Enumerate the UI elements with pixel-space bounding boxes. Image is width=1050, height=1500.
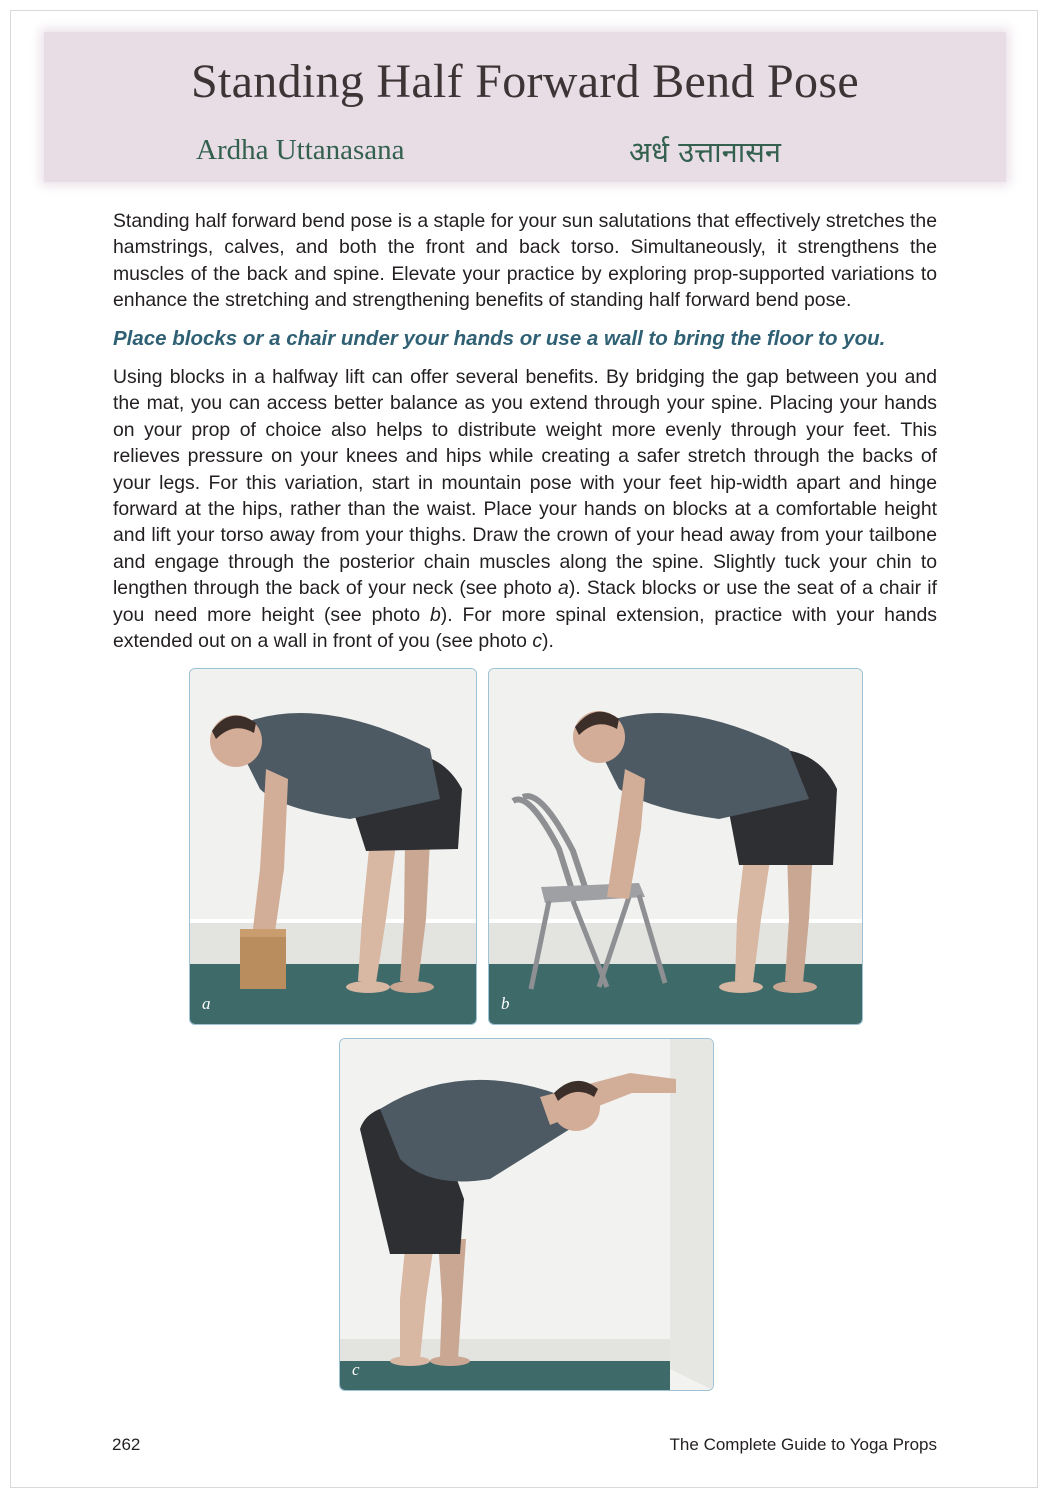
title-banner bbox=[44, 32, 1006, 182]
body-text-3: ). For more spinal extension, practice with your hands extended out on a wall in front of you (see photo bbox=[113, 603, 938, 653]
photo-ref-a: a bbox=[558, 577, 569, 600]
body-text-2: ). Stack blocks or use the seat of a chair if you need more height (see photo bbox=[113, 577, 938, 626]
photo-c-label: c bbox=[352, 1360, 360, 1379]
body-paragraph bbox=[113, 364, 937, 654]
photo-ref-b: b bbox=[430, 603, 441, 626]
photo-a-block-variation bbox=[189, 668, 477, 1025]
photo-a-illustration bbox=[190, 669, 476, 1024]
photo-c-wall-variation bbox=[339, 1038, 714, 1391]
photo-ref-c: c bbox=[532, 630, 543, 653]
section-heading: Place blocks or a chair under your hands or use a wall to bring the floor to you. bbox=[113, 327, 886, 350]
photo-c-illustration bbox=[340, 1039, 713, 1390]
page-number: 262 bbox=[112, 1435, 141, 1454]
body-text-4: ). bbox=[542, 630, 554, 653]
intro-paragraph: Standing half forward bend pose is a staple for your sun salutations that effectively stretches the hamstrings, calves, and both the front and back torso. Simultaneously, it strengthens the muscles of the back and spine. Elevate your practice by exploring prop-supported variations to enhance the stretching and strengthening benefits of standing half forward bend pose. bbox=[113, 210, 937, 312]
photo-b-label: b bbox=[501, 994, 510, 1013]
page-title: Standing Half Forward Bend Pose bbox=[191, 55, 859, 108]
footer-book-title: The Complete Guide to Yoga Props bbox=[669, 1435, 937, 1454]
sanskrit-name: Ardha Uttanasana bbox=[196, 134, 405, 166]
photo-b-illustration bbox=[489, 669, 862, 1024]
photo-a-label: a bbox=[202, 994, 211, 1013]
photo-b-chair-variation bbox=[488, 668, 863, 1025]
body-text-1: Using blocks in a halfway lift can offer several benefits. By bridging the gap between you and the mat, you can access better balance as you extend through your spine. Placing your hands on your prop of choice also helps to distribute weight more evenly through your feet. This relieves pressure on your knees and hips while creating a safer stretch through the backs of your legs. For this variation, start in mountain pose with your feet hip-width apart and hinge forward at the hips, rather than the waist. Place your hands on blocks at a comfortable height and lift your torso away from your thighs. Draw the crown of your head away from your tailbone and engage through the posterior chain muscles along the spine. Slightly tuck your chin to lengthen through the back of your neck (see photo bbox=[113, 366, 937, 600]
devanagari-name: अर्ध उत्तानासन bbox=[629, 135, 781, 169]
